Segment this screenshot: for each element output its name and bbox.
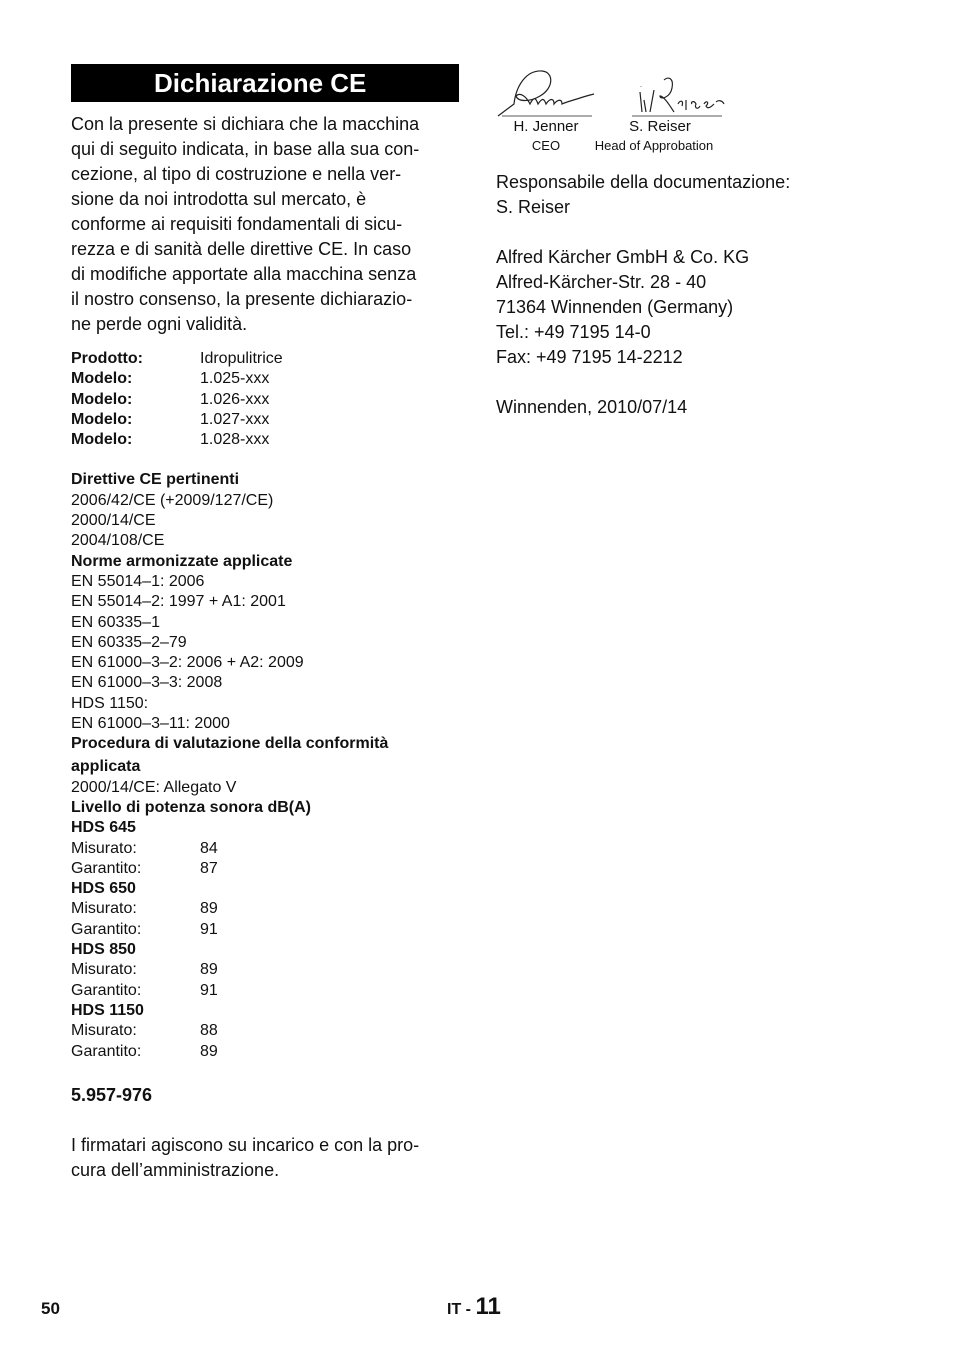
model-label: Modelo: xyxy=(71,370,133,388)
sound-heading: Livello di potenza sonora dB(A) xyxy=(71,798,312,816)
signer-name: S. Reiser xyxy=(629,118,691,135)
closing-paragraph xyxy=(71,1133,459,1183)
model-row xyxy=(71,369,459,389)
sound-model-name: HDS 850 xyxy=(71,941,136,959)
directive-item: 2004/108/CE xyxy=(71,532,165,550)
guaranteed-label: Garantito: xyxy=(71,1042,142,1060)
measured-row xyxy=(71,960,459,980)
reiser-signature-drawing xyxy=(620,66,750,118)
place-date: Winnenden, 2010/07/14 xyxy=(496,397,688,417)
product-value: Idropulitrice xyxy=(200,350,283,367)
contact-text xyxy=(496,170,916,420)
measured-row xyxy=(71,839,459,859)
spacer xyxy=(496,220,916,245)
responsible-name: S. Reiser xyxy=(496,197,571,217)
guaranteed-value: 91 xyxy=(200,981,218,999)
street-address: Alfred-Kärcher-Str. 28 - 40 xyxy=(496,272,707,292)
norm-item: EN 61000–3–3: 2008 xyxy=(71,674,223,692)
model-row xyxy=(71,430,459,450)
procedure-heading-cont: applicata xyxy=(71,757,141,775)
model-label: Modelo: xyxy=(71,390,133,408)
guaranteed-value: 89 xyxy=(200,1042,218,1060)
guaranteed-label: Garantito: xyxy=(71,981,142,999)
model-value: 1.025-xxx xyxy=(200,370,270,388)
directives-section xyxy=(71,470,459,1061)
signature-reiser xyxy=(594,66,750,154)
measured-value: 89 xyxy=(200,961,218,979)
procedure-heading: Procedura di valutazione della conformità xyxy=(71,735,389,753)
signer-name: H. Jenner xyxy=(513,118,579,135)
guaranteed-row xyxy=(71,859,459,879)
measured-label: Misurato: xyxy=(71,961,137,979)
directives-heading: Direttive CE pertinenti xyxy=(71,471,240,489)
section-page-number: 11 xyxy=(475,1293,501,1320)
intro-line: Con la presente si dichiara che la macchina xyxy=(71,114,420,134)
intro-line: conforme ai requisiti fondamentali di sicu- xyxy=(71,214,403,234)
spacer xyxy=(496,370,916,395)
signer-role: CEO xyxy=(531,138,561,153)
intro-line: qui di seguito indicata, in base alla sua con- xyxy=(71,139,420,159)
measured-value: 84 xyxy=(200,839,218,857)
norm-item: HDS 1150: xyxy=(71,694,149,712)
intro-line: rezza e di sanità delle direttive CE. In caso xyxy=(71,239,412,259)
signature-block xyxy=(496,64,916,160)
measured-row xyxy=(71,1021,459,1041)
product-row xyxy=(71,349,459,369)
model-value: 1.026-xxx xyxy=(200,390,270,408)
intro-line: sione da noi introdotta sul mercato, è xyxy=(71,189,367,209)
norm-item: EN 61000–3–11: 2000 xyxy=(71,715,230,733)
directive-item: 2006/42/CE (+2009/127/CE) xyxy=(71,491,274,509)
jenner-signature-drawing xyxy=(496,66,596,118)
guaranteed-row xyxy=(71,981,459,1001)
measured-row xyxy=(71,899,459,919)
guaranteed-row xyxy=(71,920,459,940)
norm-item: EN 60335–2–79 xyxy=(71,633,187,651)
intro-line: cezione, al tipo di costruzione e nella ver- xyxy=(71,164,402,184)
measured-label: Misurato: xyxy=(71,900,137,918)
footer-separator: - xyxy=(465,1301,471,1318)
product-list xyxy=(71,349,459,450)
responsible-label: Responsabile della documentazione: xyxy=(496,172,791,192)
sound-model-name: HDS 650 xyxy=(71,880,136,898)
signature-column xyxy=(496,64,916,420)
guaranteed-label: Garantito: xyxy=(71,859,142,877)
page-number-left: 50 xyxy=(41,1299,60,1318)
sound-model-name: HDS 1150 xyxy=(71,1001,144,1019)
phone-number: Tel.: +49 7195 14-0 xyxy=(496,322,651,342)
product-label: Prodotto: xyxy=(71,350,143,367)
fax-number: Fax: +49 7195 14-2212 xyxy=(496,347,683,367)
measured-label: Misurato: xyxy=(71,1022,137,1040)
intro-line: il nostro consenso, la presente dichiarazio- xyxy=(71,289,413,309)
model-label: Modelo: xyxy=(71,431,133,449)
intro-line: di modifiche apportate alla macchina senza xyxy=(71,264,417,284)
norm-item: EN 61000–3–2: 2006 + A2: 2009 xyxy=(71,654,304,672)
norm-item: EN 55014–2: 1997 + A1: 2001 xyxy=(71,593,286,611)
declaration-column xyxy=(71,64,459,1183)
norm-item: EN 60335–1 xyxy=(71,613,160,631)
sound-model-name: HDS 645 xyxy=(71,819,136,837)
measured-value: 89 xyxy=(200,900,218,918)
model-value: 1.028-xxx xyxy=(200,431,270,449)
guaranteed-value: 91 xyxy=(200,920,218,938)
model-value: 1.027-xxx xyxy=(200,410,270,428)
model-row xyxy=(71,390,459,410)
measured-label: Misurato: xyxy=(71,839,137,857)
guaranteed-label: Garantito: xyxy=(71,920,142,938)
intro-line: ne perde ogni validità. xyxy=(71,314,248,334)
directive-item: 2000/14/CE xyxy=(71,512,156,530)
signer-role: Head of Approbation xyxy=(594,138,714,153)
intro-paragraph xyxy=(71,112,459,337)
closing-line: I firmatari agiscono su incarico e con la pro- xyxy=(71,1134,420,1155)
model-label: Modelo: xyxy=(71,410,133,428)
guaranteed-value: 87 xyxy=(200,859,218,877)
measured-value: 88 xyxy=(200,1022,218,1040)
part-number: 5.957-976 xyxy=(71,1084,153,1105)
procedure-value: 2000/14/CE: Allegato V xyxy=(71,778,237,796)
model-row xyxy=(71,410,459,430)
language-code: IT xyxy=(447,1301,462,1318)
city-address: 71364 Winnenden (Germany) xyxy=(496,297,734,317)
page-title: Dichiarazione CE xyxy=(71,64,459,102)
norm-item: EN 55014–1: 2006 xyxy=(71,572,205,590)
guaranteed-row xyxy=(71,1042,459,1062)
company-name: Alfred Kärcher GmbH & Co. KG xyxy=(496,247,750,267)
page-footer xyxy=(447,1293,501,1321)
closing-line: cura dell’amministrazione. xyxy=(71,1159,280,1180)
norms-heading: Norme armonizzate applicate xyxy=(71,552,293,570)
